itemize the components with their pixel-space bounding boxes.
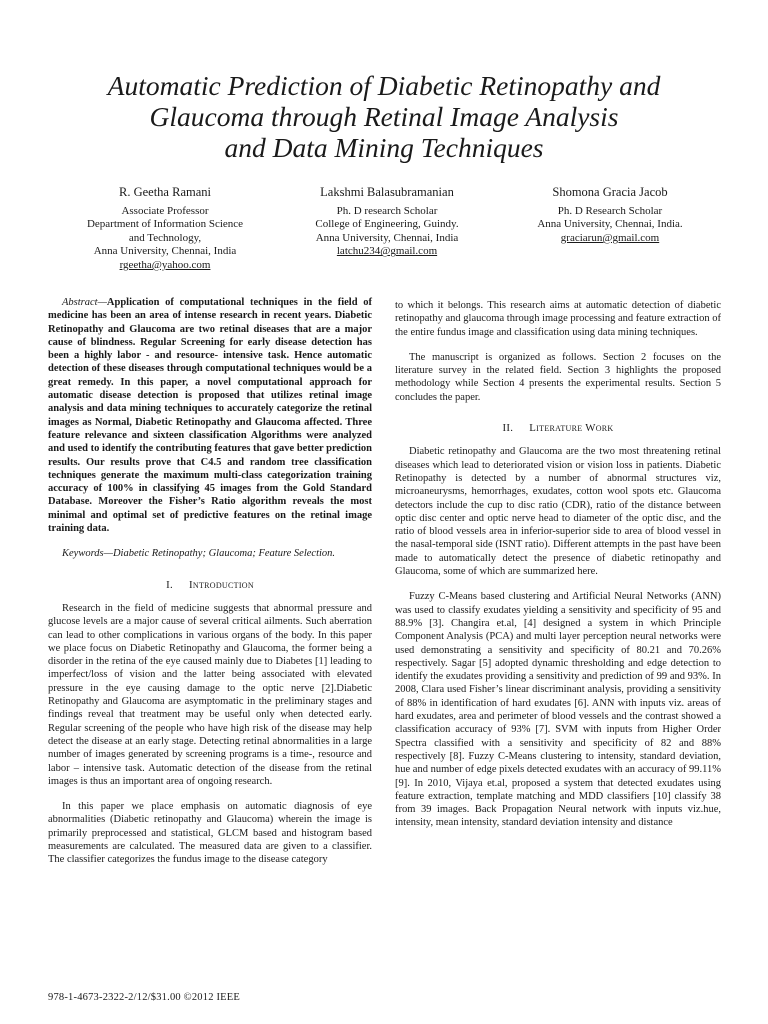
author-affiliation-line: College of Engineering, Guindy. (315, 218, 459, 231)
author-affiliation-line: Anna University, Chennai, India (315, 231, 459, 244)
author-email-link[interactable]: rgeetha@yahoo.com (119, 258, 211, 271)
paragraph: Research in the field of medicine suggests that abnormal pressure and glucose levels are a major cause of several critical ailments. Such aberration can lead to other complications in various organs of the body. In this paper we place focus on Diabetic Retinopathy and Glaucoma, the former being a disorder in the retina of the eye caused mainly due to Diabetes [1] leading to imperfect/loss of vision and the latter being associated with elevated pressure in the eye causing damage to the optic nerve [2].Diabetic Retinopathy and Glaucoma are asymptomatic in the preliminary stages and findings reveal that treatment may be useful only when detected early. Regular screening of the people who have high risk of the disease may help detect the disease at an early stage. Detecting retinal abnormalities in a large number of images generated by screening programs is a time-, resource and labor – intensive task. Automatic detection of the disease from the retinal images is thus an important area of ongoing research. (48, 602, 372, 787)
author-name: Lakshmi Balasubramanian (320, 185, 454, 199)
author-block-3 (485, 186, 735, 245)
section-number: II. (502, 422, 514, 435)
section-heading-literature-work (395, 422, 721, 435)
abstract (48, 296, 372, 535)
title-line-2: Glaucoma through Retinal Image Analysis (149, 101, 619, 132)
author-affiliation-line: Associate Professor (121, 204, 209, 217)
abstract-text: Application of computational techniques in the field of medicine has been an area of intense research in recent years. Diabetic Retinopathy and Glaucoma are two retinal diseases that are a major cause of blindness. Regular Screening for early disease detection has been a highly labor - and resource- intensive task. Hence automatic detection of these diseases through computational techniques would be a great remedy. In this paper, a novel computational approach for automatic disease detection is proposed that utilizes retinal image analysis and data mining techniques to accurately categorize the retinal images as Normal, Diabetic Retinopathy and Glaucoma affected. Three feature relevance and sixteen classification Algorithms were analyzed and used to identify the contributing features that gave better prediction results. Our results prove that C4.5 and random tree classification techniques generate the maximum multi-class categorization training accuracy of 100% in classifying 45 images from the Gold Standard Database. Moreover the Fisher’s Ratio algorithm reveals the most minimal and optimal set of predictive features on the retinal image training data. (48, 297, 372, 535)
author-affiliation-line: Department of Information Science (86, 218, 244, 231)
author-affiliation-line: Ph. D research Scholar (336, 204, 438, 217)
title-line-1: Automatic Prediction of Diabetic Retinopathy and (107, 70, 661, 101)
paragraph: In this paper we place emphasis on automatic diagnosis of eye abnormalities (Diabetic retinopathy and Glaucoma) wherein the image is primarily preprocessed and statistical, GLCM based and histogram based measurements are calculated. The measured data are given to a classifier. The classifier categorizes the fundus image to the disease category (48, 801, 372, 866)
title-line-3: and Data Mining Techniques (224, 132, 544, 163)
paper-title (40, 70, 728, 163)
left-column (48, 296, 372, 867)
copyright-footer: 978-1-4673-2322-2/12/$31.00 ©2012 IEEE (48, 992, 241, 1003)
right-column (395, 299, 721, 830)
paragraph: Diabetic retinopathy and Glaucoma are the two most threatening retinal diseases which lead to deteriorated vision or vision loss in patients. Diabetic Retinopathy is detected by a number of abnormal structures viz, microaneurysms, hemorrhages, exudates, cotton wool spots etc. Glaucoma detectors include the cup to disc ratio (CDR), ratio of the distance between optic disc center and optic nerve head to diameter of the optic disc, and the ratio of blood vessels area in inferior-superior side to area of blood vessel in the nasal-temporal side (ISNT ratio). Different attempts in the past have been made to automatically detect the presence of diabetic retinopathy and Glaucoma, some of which are summarized here. (395, 446, 721, 578)
author-name: R. Geetha Ramani (119, 185, 211, 199)
section-label: Introduction (188, 578, 254, 591)
paragraph: The manuscript is organized as follows. Section 2 focuses on the literature survey in the related field. Section 3 highlights the proposed methodology while Section 4 presents the experimental results. Section 5 concludes the paper. (395, 351, 721, 403)
section-heading-introduction (48, 579, 372, 592)
section-number: I. (166, 578, 173, 591)
paragraph: Fuzzy C-Means based clustering and Artificial Neural Networks (ANN) was used to classify exudates yielding a sensitivity and specificity of 95 and 88.9% [3]. Changira et.al, [4] designed a system in which Principle Component Analysis (PCA) and multi layer perception neural networks were used demonstrating a sensitivity and specificity of 80.21 and 70.26% respectively. Sagar [5] adopted dynamic thresholding and edge detection to identify the exudates providing a sensitivity and prediction of 99 and 93%. In 2008, Clara used Fisher’s linear discriminant analysis, providing a sensitivity of 88% in identification of hard exudates [6]. ANN with inputs viz. areas of hard exudates, area and perimeter of blood vessels and the contrast showed a classification accuracy of 93% [7]. SVM with inputs from Higher Order Spectra classified with a sensitivity and specificity of 82 and 88% respectively [8]. Fuzzy C-Means clustering to intensity, standard deviation, hue and number of edge pixels detected exudates with an accuracy of 99.11% [9]. In 2010, Vijaya et.al, proposed a system that detected exudates using feature extraction, template matching and MDD classifiers [10] classify 38 from 39 images. Back Propagation Neural network with inputs viz.hue, intensity, mean intensity, standard deviation intensity and distance (395, 591, 721, 829)
author-block-1 (40, 186, 290, 273)
paragraph-continued: to which it belongs. This research aims at automatic detection of diabetic retinopathy and glaucoma through image processing and feature extraction of the entire fundus image and classification using data mining techniques. (395, 300, 721, 338)
author-affiliation-line: and Technology, (128, 231, 202, 244)
author-email-link[interactable]: latchu234@gmail.com (336, 245, 438, 258)
author-email-link[interactable]: graciarun@gmail.com (560, 231, 660, 244)
abstract-label: Abstract— (62, 297, 107, 308)
author-name: Shomona Gracia Jacob (552, 185, 668, 199)
author-affiliation-line: Ph. D Research Scholar (557, 204, 663, 217)
author-block-2 (262, 186, 512, 259)
section-label: Literature Work (529, 422, 614, 435)
author-affiliation-line: Anna University, Chennai, India (93, 245, 237, 258)
keywords: Keywords—Diabetic Retinopathy; Glaucoma; Feature Selection. (62, 548, 336, 560)
author-affiliation-line: Anna University, Chennai, India. (537, 218, 683, 231)
